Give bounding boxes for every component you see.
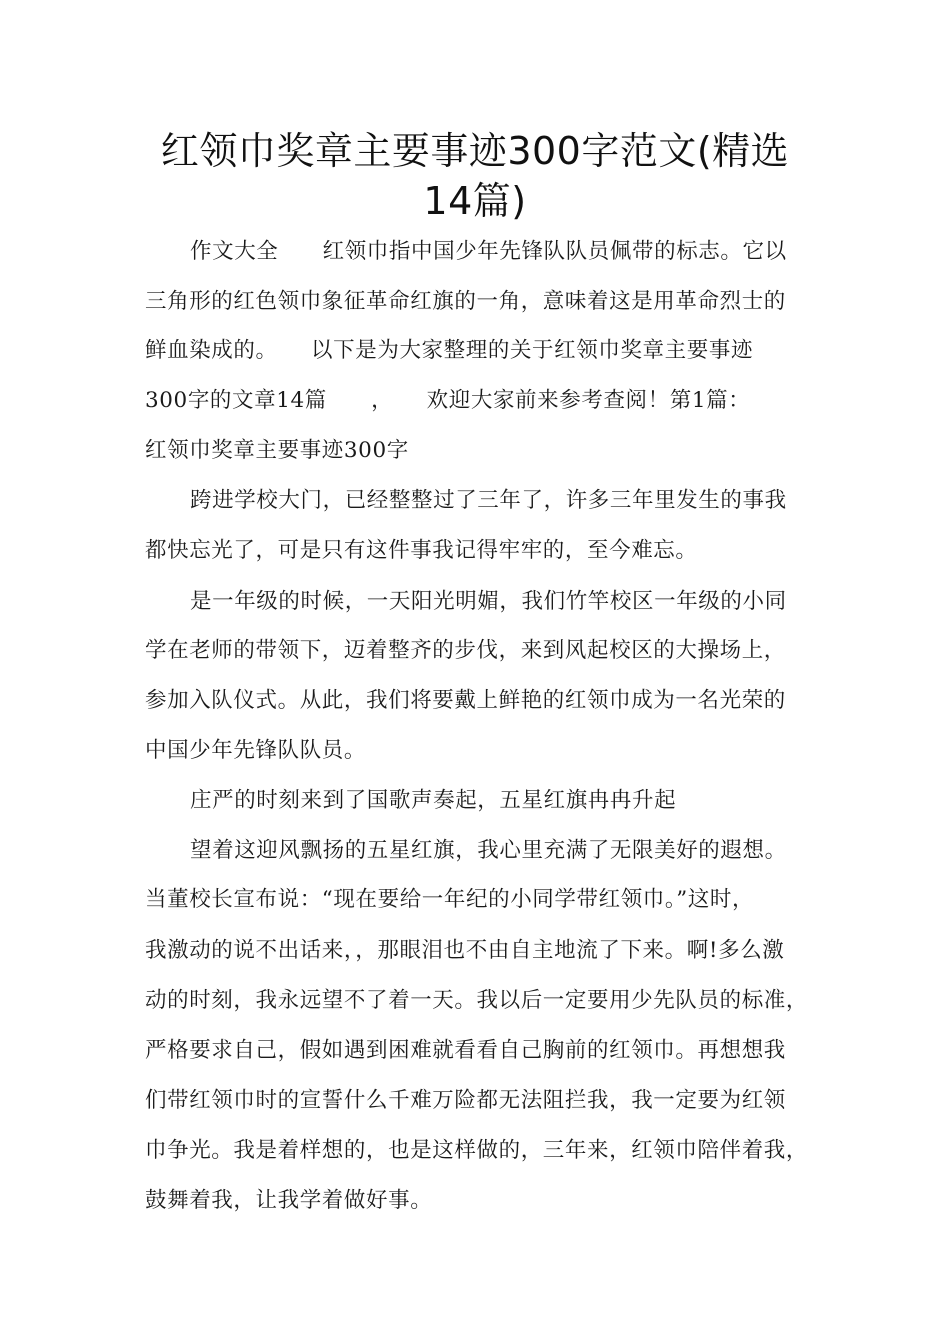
paragraph-line: 当董校长宣布说：“现在要给一年纪的小同学带红领巾。”这时， — [145, 887, 755, 912]
paragraph-line: 作文大全 红领巾指中国少年先锋队队员佩带的标志。它以 — [190, 239, 787, 264]
paragraph-line: 300字的文章14篇 ， 欢迎大家前来参考查阅！第1篇： — [145, 388, 751, 413]
paragraph-line: 跨进学校大门，已经整整过了三年了，许多三年里发生的事我 — [190, 488, 787, 513]
paragraph-line: 鼓舞着我，让我学着做好事。 — [145, 1188, 433, 1213]
paragraph-line: 巾争光。我是着样想的，也是这样做的，三年来，红领巾陪伴着我， — [145, 1138, 809, 1163]
paragraph-line: 鲜血染成的。 以下是为大家整理的关于红领巾奖章主要事迹 — [145, 338, 754, 363]
title-line-2: 14篇) — [423, 179, 527, 223]
paragraph-line: 是一年级的时候，一天阳光明媚，我们竹竿校区一年级的小同 — [190, 589, 787, 614]
paragraph-line: 都快忘光了，可是只有这件事我记得牢牢的，至今难忘。 — [145, 538, 698, 563]
title-line-1: 红领巾奖章主要事迹300字范文(精选 — [160, 129, 790, 173]
paragraph-line: 三角形的红色领巾象征革命红旗的一角，意味着这是用革命烈士的 — [145, 289, 786, 314]
paragraph-line: 动的时刻，我永远望不了着一天。我以后一定要用少先队员的标准， — [145, 988, 809, 1013]
paragraph-line: 中国少年先锋队队员。 — [145, 738, 367, 763]
paragraph-line: 参加入队仪式。从此，我们将要戴上鲜艳的红领巾成为一名光荣的 — [145, 688, 786, 713]
paragraph-line: 学在老师的带领下，迈着整齐的步伐，来到风起校区的大操场上， — [145, 638, 786, 663]
document-title — [120, 126, 830, 226]
paragraph-line: 红领巾奖章主要事迹300字 — [145, 438, 409, 463]
paragraph-line: 望着这迎风飘扬的五星红旗，我心里充满了无限美好的遐想。 — [190, 838, 787, 863]
paragraph-line: 们带红领巾时的宣誓什么千难万险都无法阻拦我，我一定要为红领 — [145, 1088, 786, 1113]
paragraph-line: 我激动的说不出话来，，那眼泪也不由自主地流了下来。啊!多么激 — [145, 938, 785, 963]
paragraph-line: 严格要求自己，假如遇到困难就看看自己胸前的红领巾。再想想我 — [145, 1038, 786, 1063]
paragraph-line: 庄严的时刻来到了国歌声奏起，五星红旗冉冉升起 — [190, 788, 677, 813]
